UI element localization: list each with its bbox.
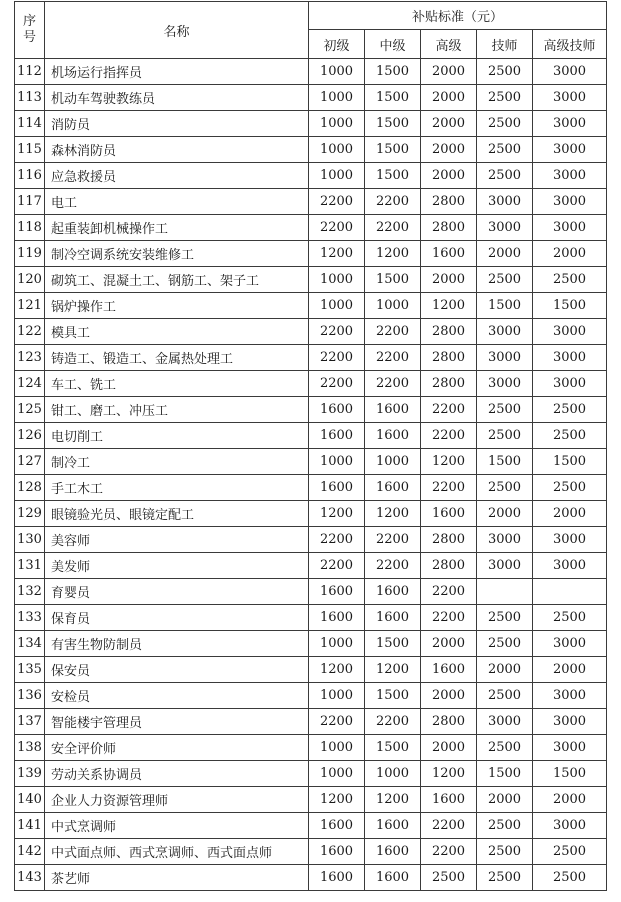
subsidy-intermediate: 2200 (365, 709, 421, 735)
occupation-name: 智能楼宇管理员 (45, 709, 309, 735)
subsidy-technician: 2500 (477, 631, 533, 657)
occupation-name: 钳工、磨工、冲压工 (45, 397, 309, 423)
subsidy-senior: 2000 (421, 163, 477, 189)
subsidy-technician: 2500 (477, 813, 533, 839)
subsidy-intermediate: 1600 (365, 397, 421, 423)
table-row (15, 319, 607, 345)
subsidy-technician: 2500 (477, 423, 533, 449)
subsidy-junior: 2200 (309, 527, 365, 553)
subsidy-intermediate: 1600 (365, 839, 421, 865)
subsidy-senior: 2000 (421, 631, 477, 657)
subsidy-technician: 2500 (477, 683, 533, 709)
subsidy-intermediate: 1500 (365, 163, 421, 189)
subsidy-intermediate: 1600 (365, 423, 421, 449)
subsidy-senior-technician: 3000 (533, 163, 607, 189)
table-row (15, 345, 607, 371)
subsidy-intermediate: 2200 (365, 189, 421, 215)
subsidy-senior-technician: 2500 (533, 397, 607, 423)
subsidy-senior: 2000 (421, 59, 477, 85)
subsidy-junior: 1600 (309, 475, 365, 501)
subsidy-senior: 2200 (421, 423, 477, 449)
subsidy-senior-technician: 3000 (533, 371, 607, 397)
subsidy-junior: 1600 (309, 397, 365, 423)
seq-header-line2: 号 (22, 30, 36, 45)
table-body (15, 59, 607, 891)
row-number: 116 (15, 163, 45, 189)
subsidy-technician: 3000 (477, 319, 533, 345)
row-number: 134 (15, 631, 45, 657)
subsidy-senior-technician: 2500 (533, 423, 607, 449)
occupation-name: 有害生物防制员 (45, 631, 309, 657)
row-number: 128 (15, 475, 45, 501)
row-number: 143 (15, 865, 45, 891)
subsidy-senior: 2200 (421, 813, 477, 839)
occupation-name: 起重装卸机械操作工 (45, 215, 309, 241)
subsidy-senior-technician: 3000 (533, 137, 607, 163)
subsidy-header: 补贴标准（元） (309, 2, 607, 30)
occupation-name: 安全评价师 (45, 735, 309, 761)
subsidy-junior: 1000 (309, 683, 365, 709)
subsidy-senior: 1600 (421, 501, 477, 527)
occupation-name: 应急救援员 (45, 163, 309, 189)
table-row (15, 605, 607, 631)
subsidy-junior: 1600 (309, 839, 365, 865)
subsidy-technician: 1500 (477, 761, 533, 787)
subsidy-intermediate: 1600 (365, 865, 421, 891)
subsidy-junior: 1000 (309, 761, 365, 787)
row-number: 136 (15, 683, 45, 709)
subsidy-senior-technician: 3000 (533, 527, 607, 553)
subsidy-intermediate: 2200 (365, 553, 421, 579)
subsidy-intermediate: 1200 (365, 657, 421, 683)
table-row (15, 397, 607, 423)
subsidy-senior: 2800 (421, 345, 477, 371)
subsidy-senior-technician: 3000 (533, 345, 607, 371)
occupation-name: 美发师 (45, 553, 309, 579)
occupation-name: 手工木工 (45, 475, 309, 501)
subsidy-junior: 2200 (309, 709, 365, 735)
subsidy-technician: 2500 (477, 163, 533, 189)
row-number: 129 (15, 501, 45, 527)
subsidy-junior: 1000 (309, 267, 365, 293)
occupation-name: 森林消防员 (45, 137, 309, 163)
row-number: 118 (15, 215, 45, 241)
occupation-name: 茶艺师 (45, 865, 309, 891)
subsidy-technician: 2500 (477, 865, 533, 891)
occupation-name: 电工 (45, 189, 309, 215)
table-row (15, 839, 607, 865)
subsidy-senior: 2000 (421, 735, 477, 761)
table-row (15, 449, 607, 475)
occupation-name: 砌筑工、混凝土工、钢筋工、架子工 (45, 267, 309, 293)
occupation-name: 美容师 (45, 527, 309, 553)
subsidy-intermediate: 1200 (365, 241, 421, 267)
subsidy-technician: 3000 (477, 189, 533, 215)
subsidy-senior: 1200 (421, 761, 477, 787)
subsidy-technician: 3000 (477, 527, 533, 553)
subsidy-junior: 1000 (309, 111, 365, 137)
subsidy-senior-technician: 2000 (533, 787, 607, 813)
row-number: 115 (15, 137, 45, 163)
subsidy-intermediate: 1500 (365, 85, 421, 111)
occupation-name: 制冷空调系统安装维修工 (45, 241, 309, 267)
occupation-name: 企业人力资源管理师 (45, 787, 309, 813)
subsidy-technician: 2500 (477, 735, 533, 761)
row-number: 126 (15, 423, 45, 449)
subsidy-junior: 1000 (309, 631, 365, 657)
seq-header-line1: 序 (22, 14, 36, 29)
occupation-name: 模具工 (45, 319, 309, 345)
subsidy-senior: 2500 (421, 865, 477, 891)
subsidy-senior-technician: 3000 (533, 553, 607, 579)
occupation-name: 锅炉操作工 (45, 293, 309, 319)
subsidy-technician: 1500 (477, 293, 533, 319)
occupation-name: 安检员 (45, 683, 309, 709)
row-number: 117 (15, 189, 45, 215)
subsidy-junior: 1200 (309, 501, 365, 527)
subsidy-technician: 2000 (477, 241, 533, 267)
subsidy-technician: 2500 (477, 85, 533, 111)
occupation-name: 制冷工 (45, 449, 309, 475)
name-header: 名称 (45, 2, 309, 59)
table-row (15, 631, 607, 657)
subsidy-intermediate: 1600 (365, 475, 421, 501)
seq-header (15, 2, 45, 59)
table-row (15, 215, 607, 241)
subsidy-intermediate: 1200 (365, 501, 421, 527)
row-number: 140 (15, 787, 45, 813)
subsidy-senior: 2800 (421, 319, 477, 345)
subsidy-intermediate: 1500 (365, 111, 421, 137)
occupation-name: 电切削工 (45, 423, 309, 449)
occupation-name: 保安员 (45, 657, 309, 683)
subsidy-senior: 2200 (421, 605, 477, 631)
row-number: 131 (15, 553, 45, 579)
subsidy-intermediate: 2200 (365, 345, 421, 371)
table-row (15, 579, 607, 605)
subsidy-senior-technician: 2500 (533, 865, 607, 891)
subsidy-technician (477, 579, 533, 605)
subsidy-senior-technician: 3000 (533, 85, 607, 111)
subsidy-intermediate: 2200 (365, 319, 421, 345)
subsidy-technician: 2500 (477, 59, 533, 85)
table-row (15, 683, 607, 709)
table-row (15, 111, 607, 137)
row-number: 132 (15, 579, 45, 605)
subsidy-senior: 2200 (421, 579, 477, 605)
row-number: 119 (15, 241, 45, 267)
subsidy-intermediate: 1000 (365, 761, 421, 787)
subsidy-junior: 1000 (309, 735, 365, 761)
subsidy-technician: 3000 (477, 553, 533, 579)
row-number: 133 (15, 605, 45, 631)
subsidy-intermediate: 1500 (365, 631, 421, 657)
table-row (15, 761, 607, 787)
table-row (15, 553, 607, 579)
table-row (15, 85, 607, 111)
table-row (15, 657, 607, 683)
level-header-intermediate: 中级 (365, 30, 421, 59)
subsidy-technician: 2000 (477, 501, 533, 527)
table-row (15, 137, 607, 163)
subsidy-technician: 2500 (477, 605, 533, 631)
subsidy-senior: 1600 (421, 241, 477, 267)
subsidy-senior: 1200 (421, 293, 477, 319)
subsidy-junior: 1000 (309, 293, 365, 319)
subsidy-technician: 1500 (477, 449, 533, 475)
row-number: 122 (15, 319, 45, 345)
occupation-name: 保育员 (45, 605, 309, 631)
subsidy-senior: 1600 (421, 657, 477, 683)
subsidy-senior: 2800 (421, 709, 477, 735)
subsidy-senior-technician: 1500 (533, 761, 607, 787)
subsidy-junior: 2200 (309, 215, 365, 241)
subsidy-intermediate: 1000 (365, 293, 421, 319)
table-row (15, 267, 607, 293)
subsidy-senior-technician: 3000 (533, 189, 607, 215)
subsidy-senior: 2800 (421, 371, 477, 397)
row-number: 137 (15, 709, 45, 735)
row-number: 121 (15, 293, 45, 319)
subsidy-junior: 2200 (309, 371, 365, 397)
row-number: 138 (15, 735, 45, 761)
subsidy-junior: 1600 (309, 813, 365, 839)
subsidy-technician: 3000 (477, 371, 533, 397)
subsidy-senior-technician: 2000 (533, 657, 607, 683)
subsidy-technician: 2500 (477, 267, 533, 293)
table-row (15, 527, 607, 553)
subsidy-technician: 2000 (477, 787, 533, 813)
subsidy-intermediate: 1500 (365, 267, 421, 293)
level-header-technician: 技师 (477, 30, 533, 59)
subsidy-junior: 1600 (309, 579, 365, 605)
subsidy-senior-technician: 2500 (533, 839, 607, 865)
subsidy-intermediate: 1600 (365, 605, 421, 631)
subsidy-senior: 1600 (421, 787, 477, 813)
occupation-name: 机场运行指挥员 (45, 59, 309, 85)
subsidy-senior-technician: 3000 (533, 215, 607, 241)
subsidy-senior: 2000 (421, 683, 477, 709)
subsidy-junior: 2200 (309, 553, 365, 579)
row-number: 141 (15, 813, 45, 839)
subsidy-intermediate: 1000 (365, 449, 421, 475)
row-number: 135 (15, 657, 45, 683)
subsidy-senior-technician: 2500 (533, 475, 607, 501)
subsidy-senior-technician: 3000 (533, 735, 607, 761)
table-row (15, 735, 607, 761)
table-row (15, 189, 607, 215)
table-row (15, 293, 607, 319)
subsidy-junior: 1200 (309, 241, 365, 267)
subsidy-junior: 1000 (309, 449, 365, 475)
table-row (15, 865, 607, 891)
row-number: 112 (15, 59, 45, 85)
subsidy-junior: 1600 (309, 865, 365, 891)
occupation-name: 中式烹调师 (45, 813, 309, 839)
row-number: 127 (15, 449, 45, 475)
subsidy-junior: 1000 (309, 137, 365, 163)
row-number: 139 (15, 761, 45, 787)
subsidy-senior-technician: 3000 (533, 319, 607, 345)
subsidy-junior: 1000 (309, 163, 365, 189)
subsidy-senior: 2800 (421, 527, 477, 553)
table-row (15, 787, 607, 813)
subsidy-technician: 3000 (477, 215, 533, 241)
subsidy-intermediate: 2200 (365, 527, 421, 553)
subsidy-senior-technician: 3000 (533, 813, 607, 839)
subsidy-technician: 2000 (477, 657, 533, 683)
subsidy-junior: 1200 (309, 657, 365, 683)
subsidy-intermediate: 1500 (365, 683, 421, 709)
subsidy-table (14, 1, 607, 891)
occupation-name: 眼镜验光员、眼镜定配工 (45, 501, 309, 527)
subsidy-intermediate: 2200 (365, 371, 421, 397)
subsidy-senior: 2200 (421, 475, 477, 501)
subsidy-junior: 1200 (309, 787, 365, 813)
subsidy-senior-technician: 2000 (533, 241, 607, 267)
table-row (15, 501, 607, 527)
header-row-1 (15, 2, 607, 30)
subsidy-senior-technician: 3000 (533, 683, 607, 709)
row-number: 130 (15, 527, 45, 553)
subsidy-intermediate: 1200 (365, 787, 421, 813)
row-number: 142 (15, 839, 45, 865)
row-number: 125 (15, 397, 45, 423)
row-number: 123 (15, 345, 45, 371)
occupation-name: 机动车驾驶教练员 (45, 85, 309, 111)
subsidy-senior-technician: 3000 (533, 59, 607, 85)
occupation-name: 消防员 (45, 111, 309, 137)
subsidy-junior: 1600 (309, 423, 365, 449)
subsidy-technician: 3000 (477, 345, 533, 371)
level-header-senior: 高级 (421, 30, 477, 59)
subsidy-senior: 2200 (421, 839, 477, 865)
subsidy-senior-technician: 2000 (533, 501, 607, 527)
table-row (15, 475, 607, 501)
subsidy-senior-technician: 1500 (533, 449, 607, 475)
subsidy-senior: 2800 (421, 553, 477, 579)
table-row (15, 371, 607, 397)
subsidy-intermediate: 1500 (365, 735, 421, 761)
subsidy-senior: 2200 (421, 397, 477, 423)
row-number: 124 (15, 371, 45, 397)
subsidy-senior-technician: 3000 (533, 709, 607, 735)
occupation-name: 育婴员 (45, 579, 309, 605)
table-row (15, 241, 607, 267)
table-row (15, 709, 607, 735)
subsidy-technician: 2500 (477, 137, 533, 163)
subsidy-junior: 1000 (309, 85, 365, 111)
subsidy-junior: 2200 (309, 319, 365, 345)
subsidy-senior: 1200 (421, 449, 477, 475)
subsidy-senior: 2000 (421, 137, 477, 163)
occupation-name: 车工、铣工 (45, 371, 309, 397)
subsidy-senior-technician: 1500 (533, 293, 607, 319)
subsidy-senior-technician: 3000 (533, 111, 607, 137)
subsidy-senior-technician (533, 579, 607, 605)
subsidy-senior-technician: 2500 (533, 267, 607, 293)
subsidy-junior: 2200 (309, 345, 365, 371)
row-number: 120 (15, 267, 45, 293)
subsidy-intermediate: 1600 (365, 813, 421, 839)
subsidy-senior: 2000 (421, 111, 477, 137)
occupation-name: 劳动关系协调员 (45, 761, 309, 787)
occupation-name: 铸造工、锻造工、金属热处理工 (45, 345, 309, 371)
subsidy-technician: 3000 (477, 709, 533, 735)
table-row (15, 813, 607, 839)
subsidy-technician: 2500 (477, 839, 533, 865)
subsidy-intermediate: 1500 (365, 59, 421, 85)
subsidy-intermediate: 2200 (365, 215, 421, 241)
subsidy-senior-technician: 3000 (533, 631, 607, 657)
subsidy-junior: 1000 (309, 59, 365, 85)
subsidy-junior: 1600 (309, 605, 365, 631)
level-header-junior: 初级 (309, 30, 365, 59)
table-row (15, 59, 607, 85)
level-header-senior-technician: 高级技师 (533, 30, 607, 59)
subsidy-technician: 2500 (477, 475, 533, 501)
table-header (15, 2, 607, 59)
subsidy-senior: 2800 (421, 215, 477, 241)
subsidy-intermediate: 1600 (365, 579, 421, 605)
table-row (15, 423, 607, 449)
subsidy-technician: 2500 (477, 111, 533, 137)
subsidy-junior: 2200 (309, 189, 365, 215)
table-row (15, 163, 607, 189)
row-number: 113 (15, 85, 45, 111)
occupation-name: 中式面点师、西式烹调师、西式面点师 (45, 839, 309, 865)
subsidy-technician: 2500 (477, 397, 533, 423)
subsidy-senior-technician: 2500 (533, 605, 607, 631)
subsidy-senior: 2000 (421, 267, 477, 293)
subsidy-senior: 2800 (421, 189, 477, 215)
subsidy-intermediate: 1500 (365, 137, 421, 163)
row-number: 114 (15, 111, 45, 137)
subsidy-senior: 2000 (421, 85, 477, 111)
